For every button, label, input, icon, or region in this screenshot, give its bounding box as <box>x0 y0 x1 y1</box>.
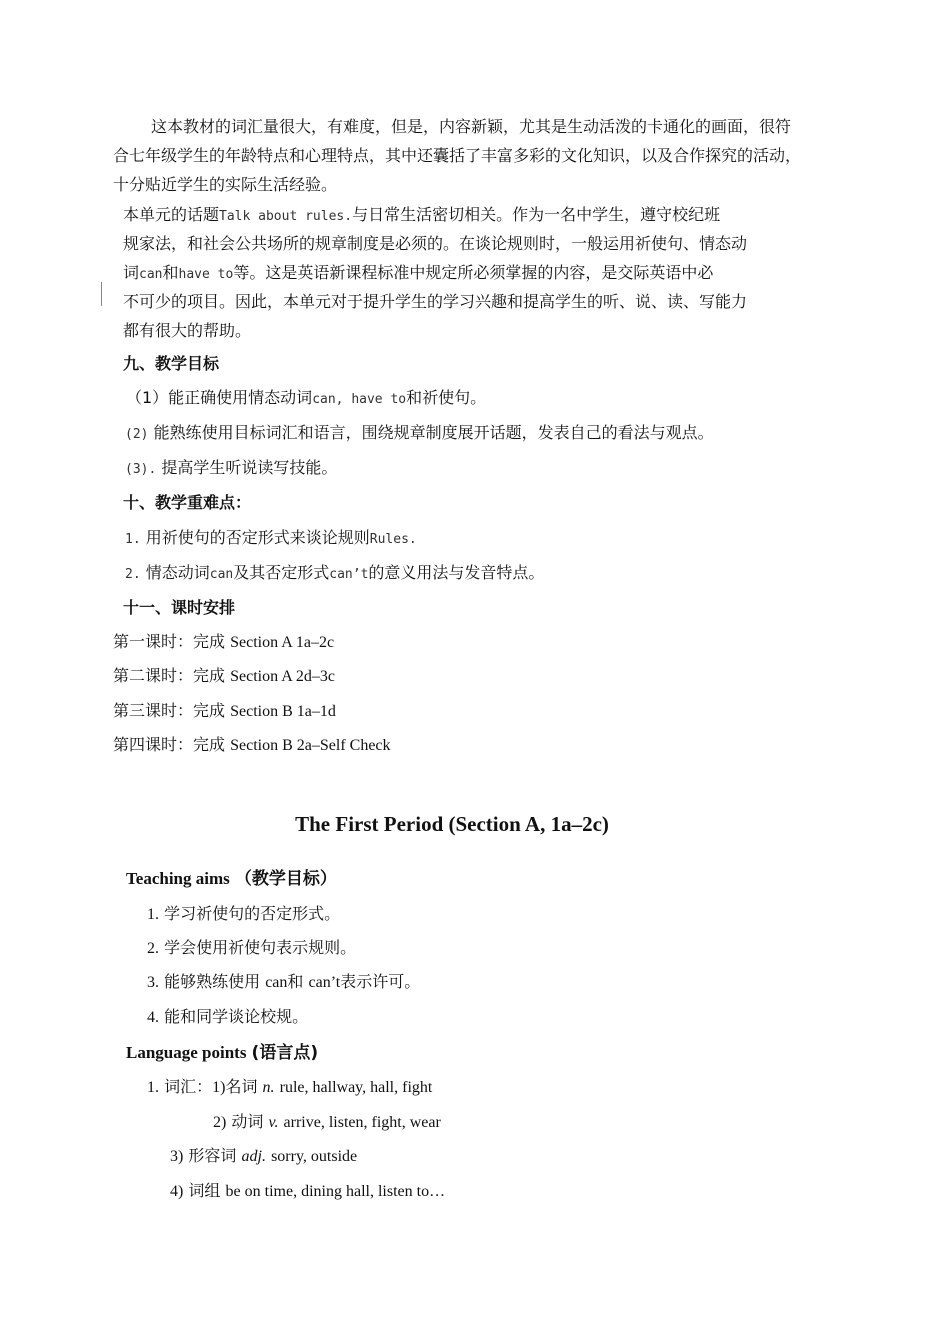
point-text: 用祈使句的否定形式来谈论规则 <box>145 528 370 547</box>
aim-text: 学习祈使句的否定形式。 <box>164 904 341 923</box>
vocab-type: 名词 <box>225 1077 258 1096</box>
aim-text: 和 <box>287 972 304 991</box>
vocab-sub: 3) <box>170 1148 184 1165</box>
aim-1 <box>147 901 340 924</box>
goal-num: (2) <box>125 427 149 442</box>
modal-have-to: have to <box>178 267 234 282</box>
vocab-words: rule, hallway, hall, fight <box>279 1079 433 1096</box>
intro-line-2: 合七年级学生的年龄特点和心理特点，其中还囊括了丰富多彩的文化知识，以及合作探究的活动， <box>113 146 802 165</box>
lesson-1 <box>113 629 334 652</box>
language-points-heading <box>126 1038 318 1063</box>
lesson-label: 第二课时：完成 <box>113 666 226 685</box>
goal-text: 能熟练使用目标词汇和语言，围绕规章制度展开话题，发表自己的看法与观点。 <box>153 423 714 442</box>
point-text: 情态动词 <box>145 563 210 582</box>
vocab-type: 形容词 <box>188 1146 237 1165</box>
section-11-heading: 十一、课时安排 <box>123 598 236 617</box>
lp-heading-en: Language points <box>126 1043 247 1062</box>
vocab-num: 1. <box>147 1079 159 1096</box>
lesson-value: Section B 2a–Self Check <box>230 737 391 754</box>
lp-heading-zh: (语言点) <box>251 1043 319 1063</box>
vocab-label: 词汇： <box>164 1077 213 1096</box>
point-num: 2. <box>125 567 141 582</box>
point-text: 及其否定形式 <box>233 563 330 582</box>
unit-text: 与日常生活密切相关。作为一名中学生，遵守校纪班 <box>352 205 721 224</box>
vocab-words: be on time, dining hall, listen to… <box>225 1183 446 1200</box>
key-point-2 <box>125 560 544 583</box>
intro-line-1: 这本教材的词汇量很大，有难度，但是，内容新颖，尤其是生动活泼的卡通化的画面，很符 <box>151 117 792 136</box>
goal-1 <box>126 385 486 408</box>
modal-can: can <box>139 267 163 282</box>
goal-text: 和祈使句。 <box>406 388 487 407</box>
section-10-heading: 十、教学重难点： <box>123 493 252 512</box>
aim-text: 表示许可。 <box>340 972 421 991</box>
point-num: 1. <box>125 532 141 547</box>
unit-line-2: 规家法，和社会公共场所的规章制度是必须的。在谈论规则时，一般运用祈使句、情态动 <box>123 234 748 253</box>
lesson-2 <box>113 663 335 686</box>
point-en: can <box>209 567 234 582</box>
goal-3 <box>125 455 337 478</box>
lesson-value: Section A 2d–3c <box>230 668 335 685</box>
unit-line-3 <box>123 260 713 283</box>
vocab-abbr: v. <box>268 1114 279 1131</box>
lesson-3 <box>113 698 336 721</box>
lesson-label: 第一课时：完成 <box>113 632 226 651</box>
goal-text: 提高学生听说读写技能。 <box>161 458 338 477</box>
vocab-abbr: n. <box>262 1079 275 1096</box>
intro-line-3: 十分贴近学生的实际生活经验。 <box>113 175 338 194</box>
vocab-words: sorry, outside <box>271 1148 358 1165</box>
aim-text: 能和同学谈论校规。 <box>164 1007 309 1026</box>
vocab-sub: 2) <box>213 1114 227 1131</box>
vocab-line-1 <box>147 1074 432 1097</box>
vocab-abbr: adj. <box>241 1148 266 1165</box>
vocab-sub: 1) <box>212 1079 226 1096</box>
lesson-label: 第四课时：完成 <box>113 735 226 754</box>
unit-text: 本单元的话题 <box>123 205 220 224</box>
period-title: The First Period (Section A, 1a–2c) <box>295 812 609 836</box>
goal-num: (3). <box>125 462 157 477</box>
point-text: 的意义用法与发音特点。 <box>368 563 545 582</box>
goal-2 <box>125 420 714 443</box>
unit-line-1 <box>123 202 720 225</box>
aim-3 <box>147 969 420 992</box>
aim-en: can <box>265 974 288 991</box>
point-en: can’t <box>329 567 369 582</box>
unit-line-4: 不可少的项目。因此，本单元对于提升学生的学习兴趣和提高学生的听、说、读、写能力 <box>123 292 748 311</box>
aim-text: 能够熟练使用 <box>164 972 261 991</box>
section-9-heading: 九、教学目标 <box>123 354 220 373</box>
unit-topic-en: Talk about rules. <box>219 209 353 224</box>
lesson-label: 第三课时：完成 <box>113 701 226 720</box>
vocab-type: 词组 <box>188 1181 221 1200</box>
text-cursor-marker <box>101 282 102 306</box>
lesson-value: Section A 1a–2c <box>230 634 335 651</box>
aim-num: 1. <box>147 906 159 923</box>
aim-num: 4. <box>147 1009 159 1026</box>
vocab-type: 动词 <box>231 1112 264 1131</box>
point-en: Rules. <box>369 532 417 547</box>
unit-text: 等。这是英语新课程标准中规定所必须掌握的内容，是交际英语中必 <box>233 263 714 282</box>
aim-en: can’t <box>308 974 341 991</box>
unit-text: 词 <box>123 263 140 282</box>
aim-num: 2. <box>147 940 159 957</box>
aims-heading-zh: （教学目标） <box>234 869 337 889</box>
goal-en: can, have to <box>312 392 407 407</box>
vocab-line-3 <box>170 1143 357 1166</box>
aim-2 <box>147 935 356 958</box>
aim-4 <box>147 1004 308 1027</box>
vocab-words: arrive, listen, fight, wear <box>283 1114 441 1131</box>
aim-num: 3. <box>147 974 159 991</box>
lesson-value: Section B 1a–1d <box>230 703 336 720</box>
vocab-line-2 <box>213 1109 441 1132</box>
unit-text: 和 <box>162 263 179 282</box>
aims-heading-en: Teaching aims <box>126 869 230 888</box>
unit-line-5: 都有很大的帮助。 <box>123 321 252 340</box>
lesson-4 <box>113 732 391 755</box>
key-point-1 <box>125 525 417 548</box>
goal-text: （1）能正确使用情态动词 <box>126 388 313 407</box>
vocab-sub: 4) <box>170 1183 184 1200</box>
vocab-line-4 <box>170 1178 445 1201</box>
aim-text: 学会使用祈使句表示规则。 <box>164 938 357 957</box>
teaching-aims-heading <box>126 864 337 889</box>
